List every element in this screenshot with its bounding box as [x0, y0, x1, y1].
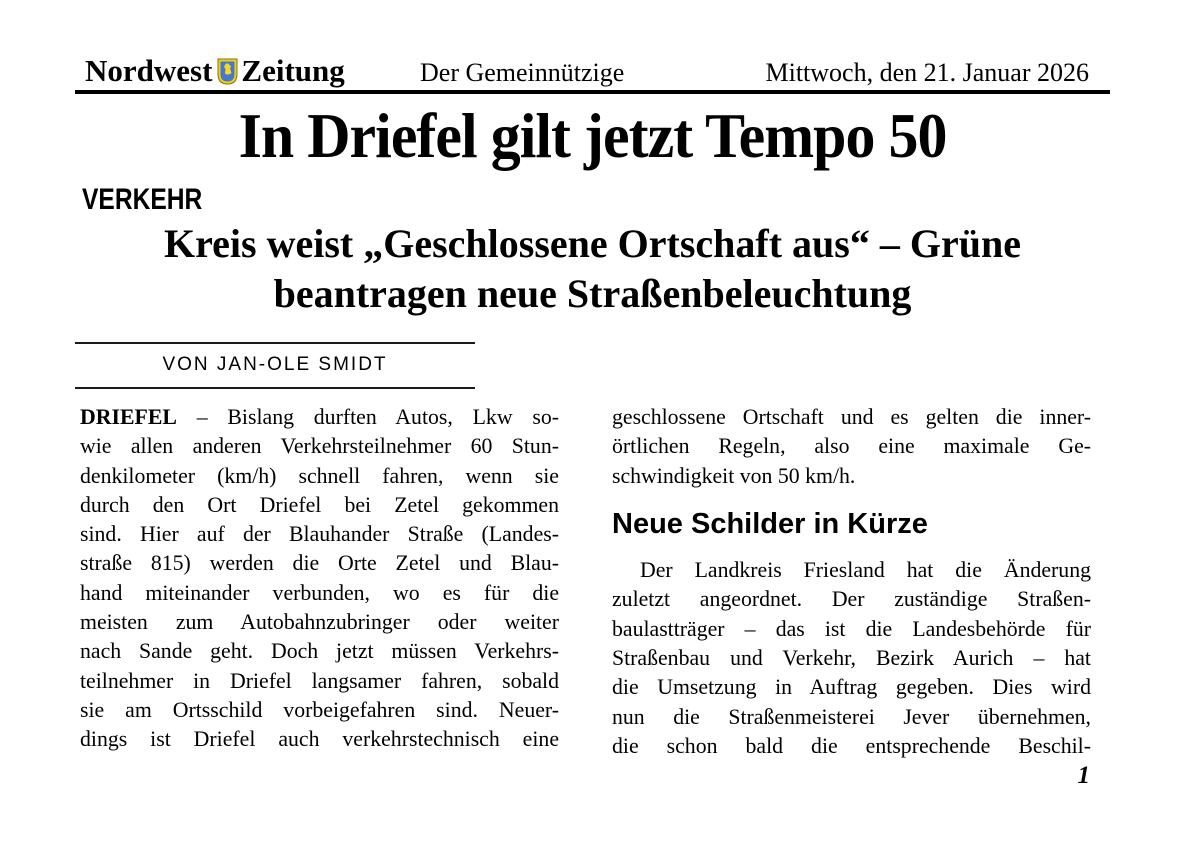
body-line: örtlichen Regeln, also eine maximale Ge-: [612, 434, 1091, 459]
article-subheadline: [75, 219, 1110, 319]
article-headline: In Driefel gilt jetzt Tempo 50: [238, 101, 947, 171]
body-line: Der Landkreis Friesland hat die Änderung: [640, 558, 1091, 583]
body-line: denkilometer (km/h) schnell fahren, wenn sie: [80, 463, 559, 488]
byline-text: VON JAN-OLE SMIDT: [162, 354, 388, 375]
body-first-line: [80, 403, 559, 432]
article-body: [80, 403, 1091, 761]
body-first-line-rest: – Bislang durften Autos, Lkw so-: [196, 405, 560, 429]
body-line: nach Sande geht. Doch jetzt müssen Verkehrs-: [80, 639, 559, 664]
body-line: wie allen anderen Verkehrsteilnehmer 60 Stun-: [80, 434, 559, 459]
byline-block: [75, 342, 475, 389]
masthead-brand-left: Nordwest: [85, 53, 213, 88]
body-line: zuletzt angeordnet. Der zuständige Straßen-: [612, 587, 1091, 612]
article-subheadline-line1: Kreis weist „Geschlossene Ortschaft aus“ – Grüne: [164, 221, 1021, 266]
masthead-motto: Der Gemeinnützige: [420, 58, 625, 87]
body-line: sind. Hier auf der Blauhander Straße (Landes-: [80, 522, 559, 547]
body-line: teilnehmer in Driefel langsamer fahren, sobald: [80, 668, 559, 693]
body-line: sie am Ortsschild vorbeigefahren sind. Neuer-: [80, 697, 559, 722]
left-column: [80, 403, 559, 761]
dateline: DRIEFEL: [80, 405, 177, 429]
page-number: 1: [1077, 762, 1090, 789]
right-column-para2: [612, 556, 1091, 761]
masthead-date: Mittwoch, den 21. Januar 2026: [765, 58, 1089, 87]
masthead-brand: [85, 53, 345, 93]
body-line: baulastträger – das ist die Landesbehörde für: [612, 616, 1091, 641]
body-line: durch den Ort Driefel bei Zetel gekommen: [80, 492, 559, 517]
right-column: [612, 403, 1091, 761]
body-line: die schon bald die entsprechende Beschil-: [612, 733, 1091, 758]
article-kicker: VERKEHR: [82, 183, 203, 216]
body-line: Straßenbau und Verkehr, Bezirk Aurich – hat: [612, 646, 1091, 671]
body-line: meisten zum Autobahnzubringer oder weiter: [80, 610, 559, 635]
body-line: hand miteinander verbunden, wo es für die: [80, 580, 559, 605]
section-subhead: Neue Schilder in Kürze: [612, 507, 928, 540]
body-line: straße 815) werden die Orte Zetel und Blau-: [80, 551, 559, 576]
body-line: dings ist Driefel auch verkehrstechnisch eine: [80, 727, 559, 752]
article-subheadline-line2: beantragen neue Straßenbeleuchtung: [273, 271, 912, 316]
masthead-rule: [75, 90, 1110, 94]
body-line: nun die Straßenmeisterei Jever übernehmen,: [612, 704, 1091, 729]
right-column-para1: [612, 403, 1091, 491]
masthead-brand-right: Zeitung: [241, 53, 345, 88]
body-line: geschlossene Ortschaft und es gelten die inner-: [612, 405, 1091, 429]
coat-of-arms-icon: [217, 57, 238, 93]
body-line: die Umsetzung in Auftrag gegeben. Dies wird: [612, 675, 1091, 700]
left-column-lines: [80, 432, 559, 754]
body-line: schwindigkeit von 50 km/h.: [612, 463, 856, 488]
